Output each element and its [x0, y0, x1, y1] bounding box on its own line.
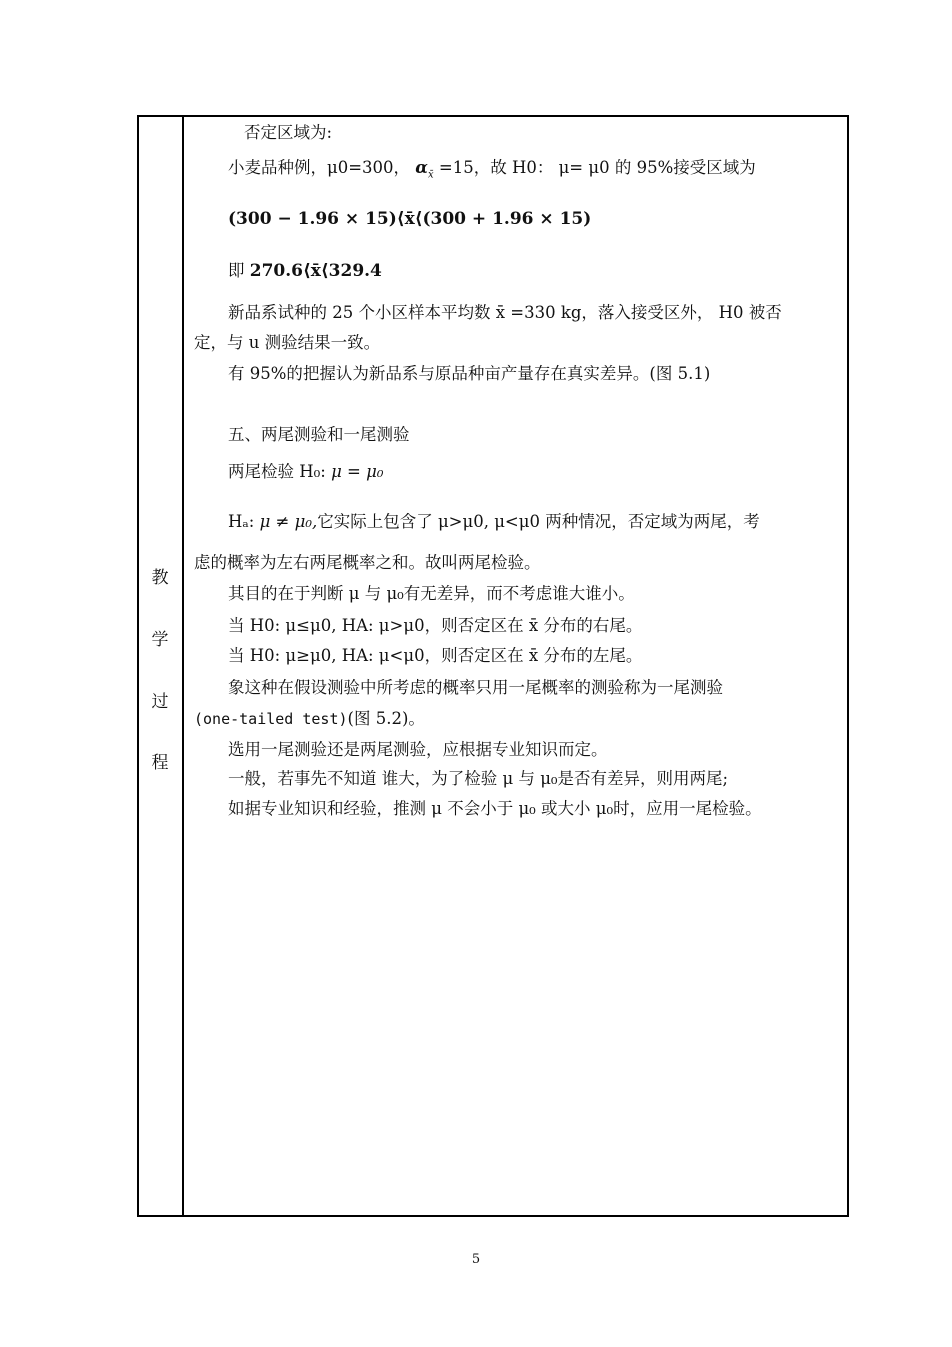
text-line: [194, 706, 425, 732]
text-line: [228, 509, 760, 535]
section-heading: 五、两尾测验和一尾测验: [228, 425, 410, 444]
math-formula: μ = μ₀: [331, 462, 384, 481]
side-label-char: 教: [151, 568, 169, 588]
math-formula: 270.6⟨x̄⟨329.4: [249, 261, 382, 281]
text-line: 定，与 u 测验结果一致。: [194, 333, 381, 352]
side-label-char: 程: [151, 753, 169, 773]
text-line: 当 H0: μ≤μ0, HA: μ>μ0，则否定区在 x̄ 分布的右尾。: [228, 616, 643, 635]
text-fragment: Hₐ:: [228, 512, 255, 531]
text-fragment: 两尾检验 H₀:: [228, 462, 326, 481]
text-line: [228, 155, 756, 188]
text-line: [228, 459, 383, 485]
column-divider: [182, 115, 184, 1217]
text-line: 否定区域为:: [244, 123, 333, 142]
side-label-char: 过: [151, 692, 169, 712]
text-fragment: (one-tailed test): [194, 710, 348, 728]
math-formula: μ ≠ μ₀,: [259, 512, 318, 531]
sigma-subscript: x̄: [428, 169, 434, 181]
text-fragment: =15，故 H0： μ= μ0 的 95%接受区域为: [438, 158, 756, 177]
text-line: [228, 258, 382, 284]
text-line: 当 H0: μ≥μ0, HA: μ<μ0，则否定区在 x̄ 分布的左尾。: [228, 646, 643, 665]
text-line: 象这种在假设测验中所考虑的概率只用一尾概率的测验称为一尾测验: [228, 678, 723, 697]
content-cell: [194, 0, 840, 1347]
text-line: 如据专业知识和经验，推测 μ 不会小于 μ₀ 或大小 μ₀时，应用一尾检验。: [228, 799, 762, 818]
text-fragment: (图 5.2)。: [347, 709, 425, 728]
page-number: 5: [471, 1252, 481, 1267]
text-fragment: 小麦品种例，μ0=300，: [228, 158, 411, 177]
text-line: 新品系试种的 25 个小区样本平均数 x̄ =330 kg，落入接受区外， H0 被否: [228, 303, 782, 322]
text-line: 其目的在于判断 μ 与 μ₀有无差异，而不考虑谁大谁小。: [228, 584, 635, 603]
text-line: 虑的概率为左右两尾概率之和。故叫两尾检验。: [194, 553, 541, 572]
text-fragment: 它实际上包含了 μ>μ0, μ<μ0 两种情况，否定域为两尾，考: [317, 512, 760, 531]
text-fragment: 即: [228, 261, 245, 280]
math-formula: (300 − 1.96 × 15)⟨x̄⟨(300 + 1.96 × 15): [228, 209, 592, 229]
text-line: 有 95%的把握认为新品系与原品种亩产量存在真实差异。(图 5.1): [228, 364, 711, 383]
text-line: 选用一尾测验还是两尾测验，应根据专业知识而定。: [228, 740, 608, 759]
sigma-symbol: α: [415, 158, 428, 177]
text-line: 一般，若事先不知道 谁大，为了检验 μ 与 μ₀是否有差异，则用两尾;: [228, 769, 729, 788]
side-label-char: 学: [151, 630, 169, 650]
